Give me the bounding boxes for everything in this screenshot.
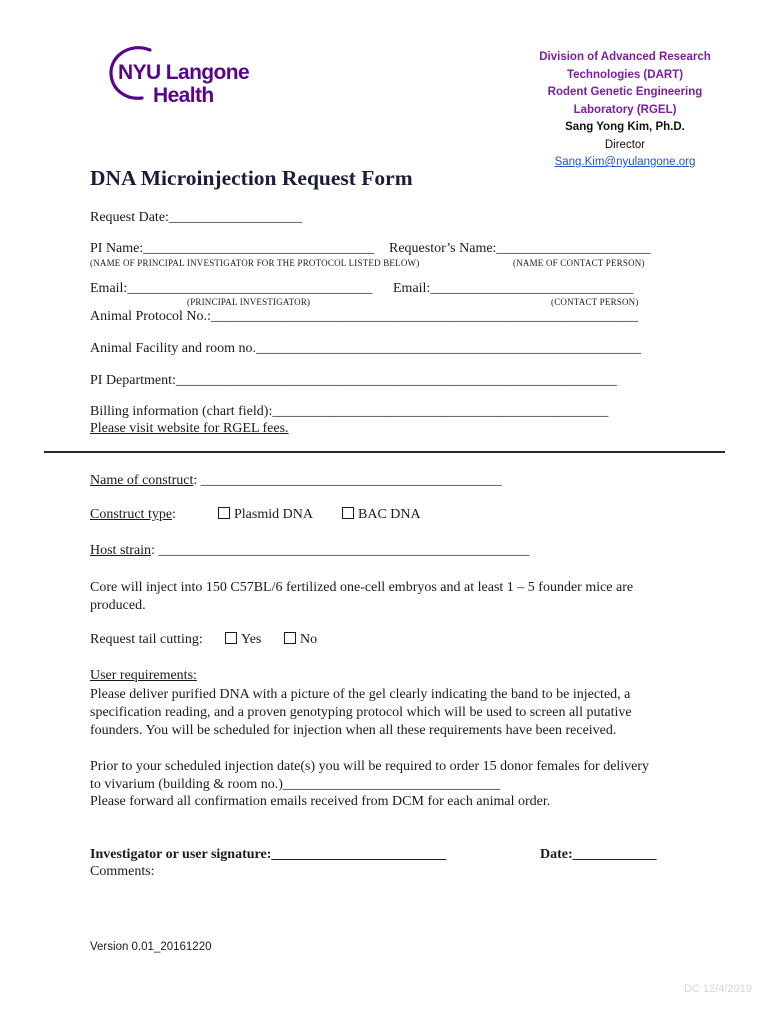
tail-no-option[interactable]	[284, 632, 317, 648]
tail-yes-checkbox[interactable]	[225, 632, 237, 644]
division-name-2: Technologies (DART)	[566, 68, 684, 81]
pi-email-note: (PRINCIPAL INVESTIGATOR)	[187, 297, 311, 307]
construct-type-colon: :	[172, 507, 176, 522]
date-field[interactable]: Date:____________	[540, 847, 657, 862]
construct-type-label: Construct type	[90, 507, 173, 522]
tail-yes-option[interactable]	[225, 632, 261, 648]
host-strain-label: Host strain	[90, 543, 152, 558]
tail-cutting-label: Request tail cutting:	[90, 632, 203, 647]
lab-name: Rodent Genetic Engineering	[547, 86, 703, 98]
rgel-fees-link[interactable]: Please visit website for RGEL fees.	[90, 421, 289, 436]
pi-name-note: (NAME OF PRINCIPAL INVESTIGATOR FOR THE PROTOCOL LISTED BELOW)	[90, 258, 420, 268]
donor-females-text[interactable]: Prior to your scheduled injection date(s) you will be required to order 15 donor females for delivery to vivarium (building & room no.)_______________________________	[90, 759, 650, 792]
construct-name-field[interactable]: : ___________________________________________	[193, 473, 502, 488]
form-title: DNA Microinjection Request Form	[90, 166, 413, 190]
bac-label: BAC DNA	[358, 507, 421, 522]
director-email-link[interactable]: Sang.Kim@nyulangone.org	[554, 156, 696, 168]
host-strain-row	[90, 543, 529, 559]
user-requirements-heading: User requirements:	[90, 668, 197, 683]
logo-line-1: NYU Langone	[118, 61, 250, 84]
animal-facility-field[interactable]: Animal Facility and room no._______________________________________________________	[90, 341, 642, 356]
plasmid-checkbox[interactable]	[218, 507, 230, 519]
requestor-name-field[interactable]: Requestor’s Name:______________________	[389, 241, 651, 256]
request-date-field[interactable]: Request Date:___________________	[90, 210, 302, 225]
pi-department-field[interactable]: PI Department:_______________________________________________________________	[90, 373, 617, 388]
nyu-langone-logo	[118, 61, 249, 107]
construct-name-label: Name of construct	[90, 473, 194, 488]
core-injection-text: Core will inject into 150 C57BL/6 fertilized one-cell embryos and at least 1 – 5 founder mice are produced.	[90, 580, 634, 613]
contact-email-field[interactable]: Email:_____________________________	[393, 281, 634, 296]
director-name: Sang Yong Kim, Ph.D.	[565, 121, 685, 133]
construct-type-row	[90, 507, 176, 523]
plasmid-option[interactable]	[218, 507, 313, 523]
division-header	[500, 49, 750, 172]
forward-emails-text: Please forward all confirmation emails received from DCM for each animal order.	[90, 794, 551, 809]
construct-name-row	[90, 473, 502, 489]
pi-email-field[interactable]: Email:___________________________________	[90, 281, 373, 296]
version-label: Version 0.01_20161220	[90, 941, 212, 953]
animal-protocol-field[interactable]: Animal Protocol No.:_____________________________________________________________	[90, 309, 638, 324]
pi-name-field[interactable]: PI Name:_________________________________	[90, 241, 375, 256]
bac-checkbox[interactable]	[342, 507, 354, 519]
division-name: Division of Advanced Research	[539, 51, 711, 63]
section-divider	[44, 451, 725, 453]
date-stamp: DC 12/4/2019	[684, 983, 752, 995]
contact-email-note: (CONTACT PERSON)	[551, 297, 639, 307]
bac-option[interactable]	[342, 507, 421, 523]
user-requirements-text: Please deliver purified DNA with a picture of the gel clearly indicating the band to be injected, a specification reading, and a proven genotyping protocol which will be used to screen all putative founders. You will be scheduled for injection when all these requirements have been received.	[90, 687, 632, 738]
plasmid-label: Plasmid DNA	[234, 507, 313, 522]
billing-field[interactable]: Billing information (chart field):________________________________________________	[90, 404, 609, 419]
host-strain-field[interactable]: : _____________________________________________________	[151, 543, 530, 558]
tail-no-label: No	[300, 632, 318, 647]
logo-line-2: Health	[153, 84, 214, 107]
requestor-note: (NAME OF CONTACT PERSON)	[513, 258, 645, 268]
tail-yes-label: Yes	[241, 632, 262, 647]
comments-label: Comments:	[90, 864, 155, 879]
tail-no-checkbox[interactable]	[284, 632, 296, 644]
signature-field[interactable]: Investigator or user signature:_________________________	[90, 847, 447, 862]
lab-name-2: Laboratory (RGEL)	[573, 103, 677, 116]
director-title: Director	[604, 138, 646, 151]
